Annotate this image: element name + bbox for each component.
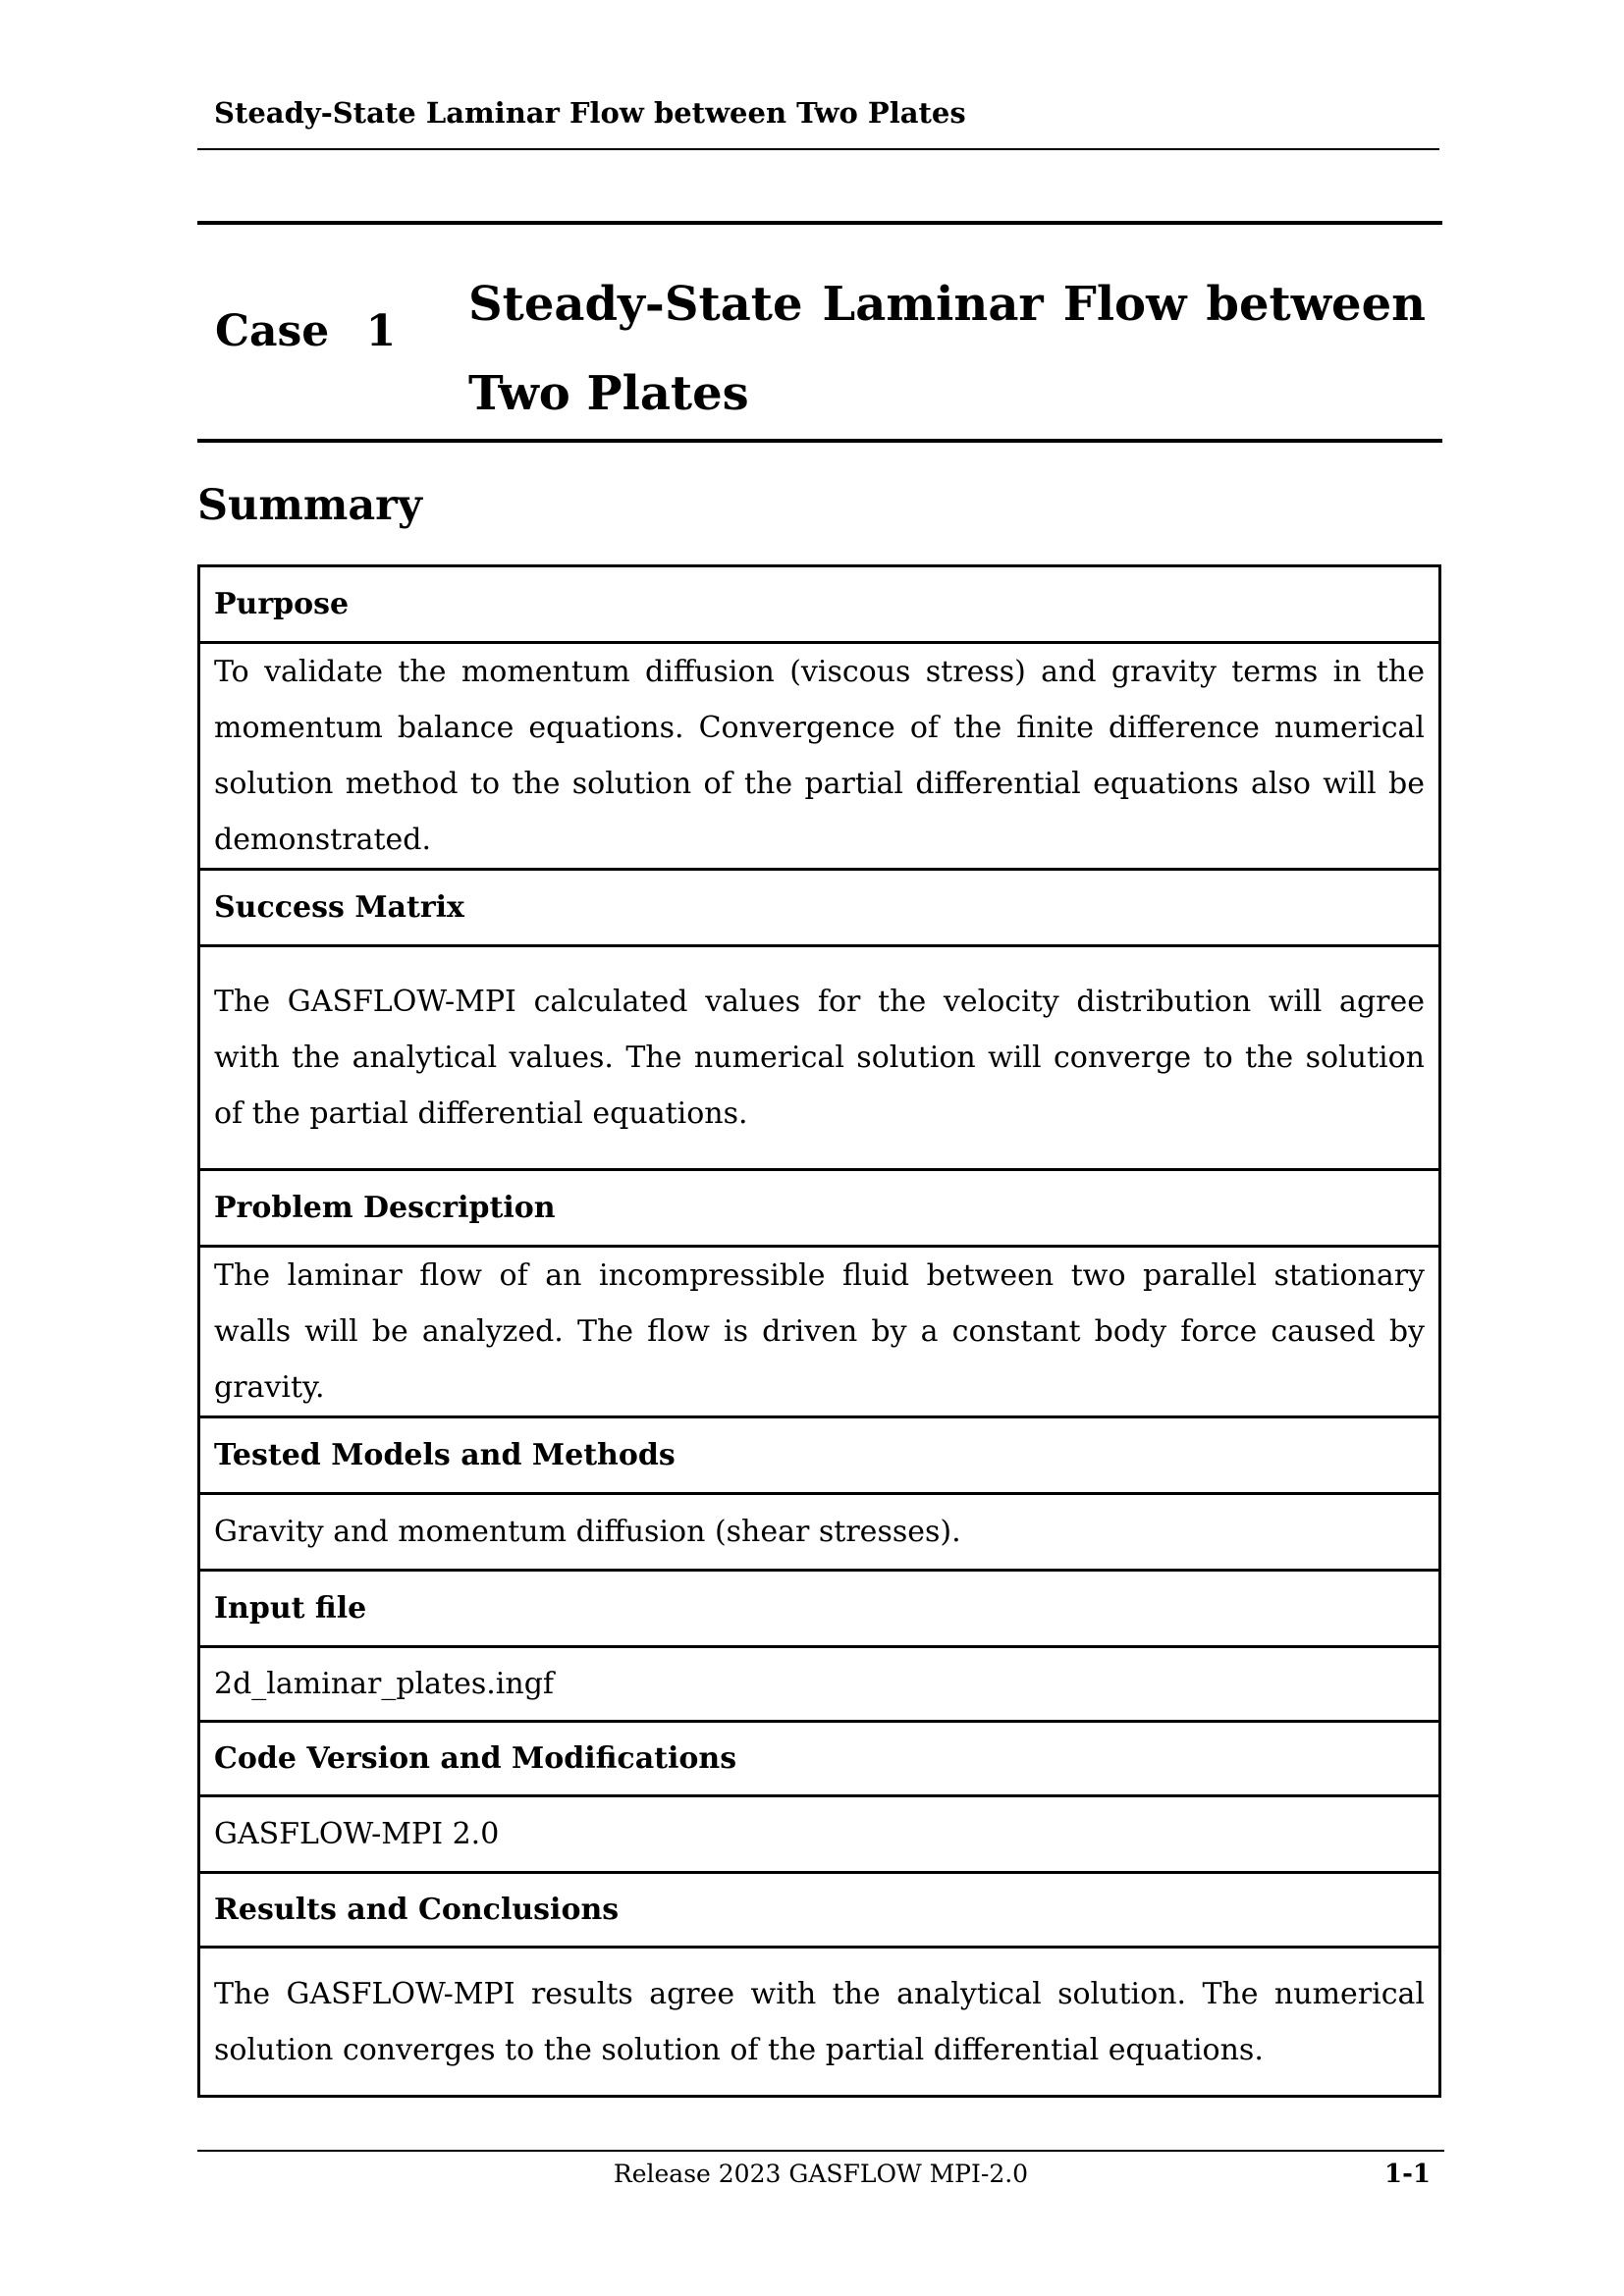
results-heading-row	[199, 1873, 1440, 1948]
success-matrix-body-row	[199, 946, 1440, 1170]
tested-models-text: Gravity and momentum diffusion (shear stresses).	[199, 1494, 1440, 1571]
results-text: The GASFLOW-MPI results agree with the analytical solution. The numerical solution converges to the solution of the partial differential equations.	[199, 1948, 1440, 2097]
code-version-heading: Code Version and Modifications	[199, 1722, 1440, 1796]
purpose-heading: Purpose	[199, 566, 1440, 643]
problem-description-text: The laminar flow of an incompressible fluid between two parallel stationary walls will be analyzed. The flow is driven by a constant body force caused by gravity.	[199, 1247, 1440, 1417]
running-title: Steady-State Laminar Flow between Two Plates	[214, 96, 966, 130]
problem-description-heading-row	[199, 1170, 1440, 1247]
footer-release: Release 2023 GASFLOW MPI-2.0	[613, 2160, 1029, 2188]
code-version-heading-row	[199, 1722, 1440, 1796]
input-file-text: 2d_laminar_plates.ingf	[199, 1647, 1440, 1722]
summary-table	[197, 564, 1441, 2098]
case-title-block	[197, 221, 1442, 443]
purpose-heading-row	[199, 566, 1440, 643]
input-file-heading-row	[199, 1571, 1440, 1647]
tested-models-body-row	[199, 1494, 1440, 1571]
page-header	[197, 93, 1439, 150]
page-number: 1-1	[1384, 2160, 1431, 2189]
input-file-heading: Input file	[199, 1571, 1440, 1647]
purpose-text: To validate the momentum diffusion (viscous stress) and gravity terms in the momentum balance equations. Convergence of the finite difference numerical solution method to the solution of the partial differential equations also will be demonstrated.	[199, 643, 1440, 870]
tested-models-heading: Tested Models and Methods	[199, 1417, 1440, 1494]
tested-models-heading-row	[199, 1417, 1440, 1494]
results-body-row	[199, 1948, 1440, 2097]
success-matrix-text: The GASFLOW-MPI calculated values for the velocity distribution will agree with the analytical values. The numerical solution will converge to the solution of the partial differential equations.	[199, 946, 1440, 1170]
summary-heading: Summary	[197, 481, 422, 530]
code-version-body-row	[199, 1796, 1440, 1873]
problem-description-heading: Problem Description	[199, 1170, 1440, 1247]
page-footer	[197, 2150, 1444, 2211]
purpose-body-row	[199, 643, 1440, 870]
case-title: Steady-State Laminar Flow between Two Plates	[468, 277, 1426, 421]
input-file-body-row	[199, 1647, 1440, 1722]
problem-description-body-row	[199, 1247, 1440, 1417]
success-matrix-heading: Success Matrix	[199, 870, 1440, 946]
results-heading: Results and Conclusions	[199, 1873, 1440, 1948]
success-matrix-heading-row	[199, 870, 1440, 946]
code-version-text: GASFLOW-MPI 2.0	[199, 1796, 1440, 1873]
case-label: Case 1	[215, 306, 397, 356]
